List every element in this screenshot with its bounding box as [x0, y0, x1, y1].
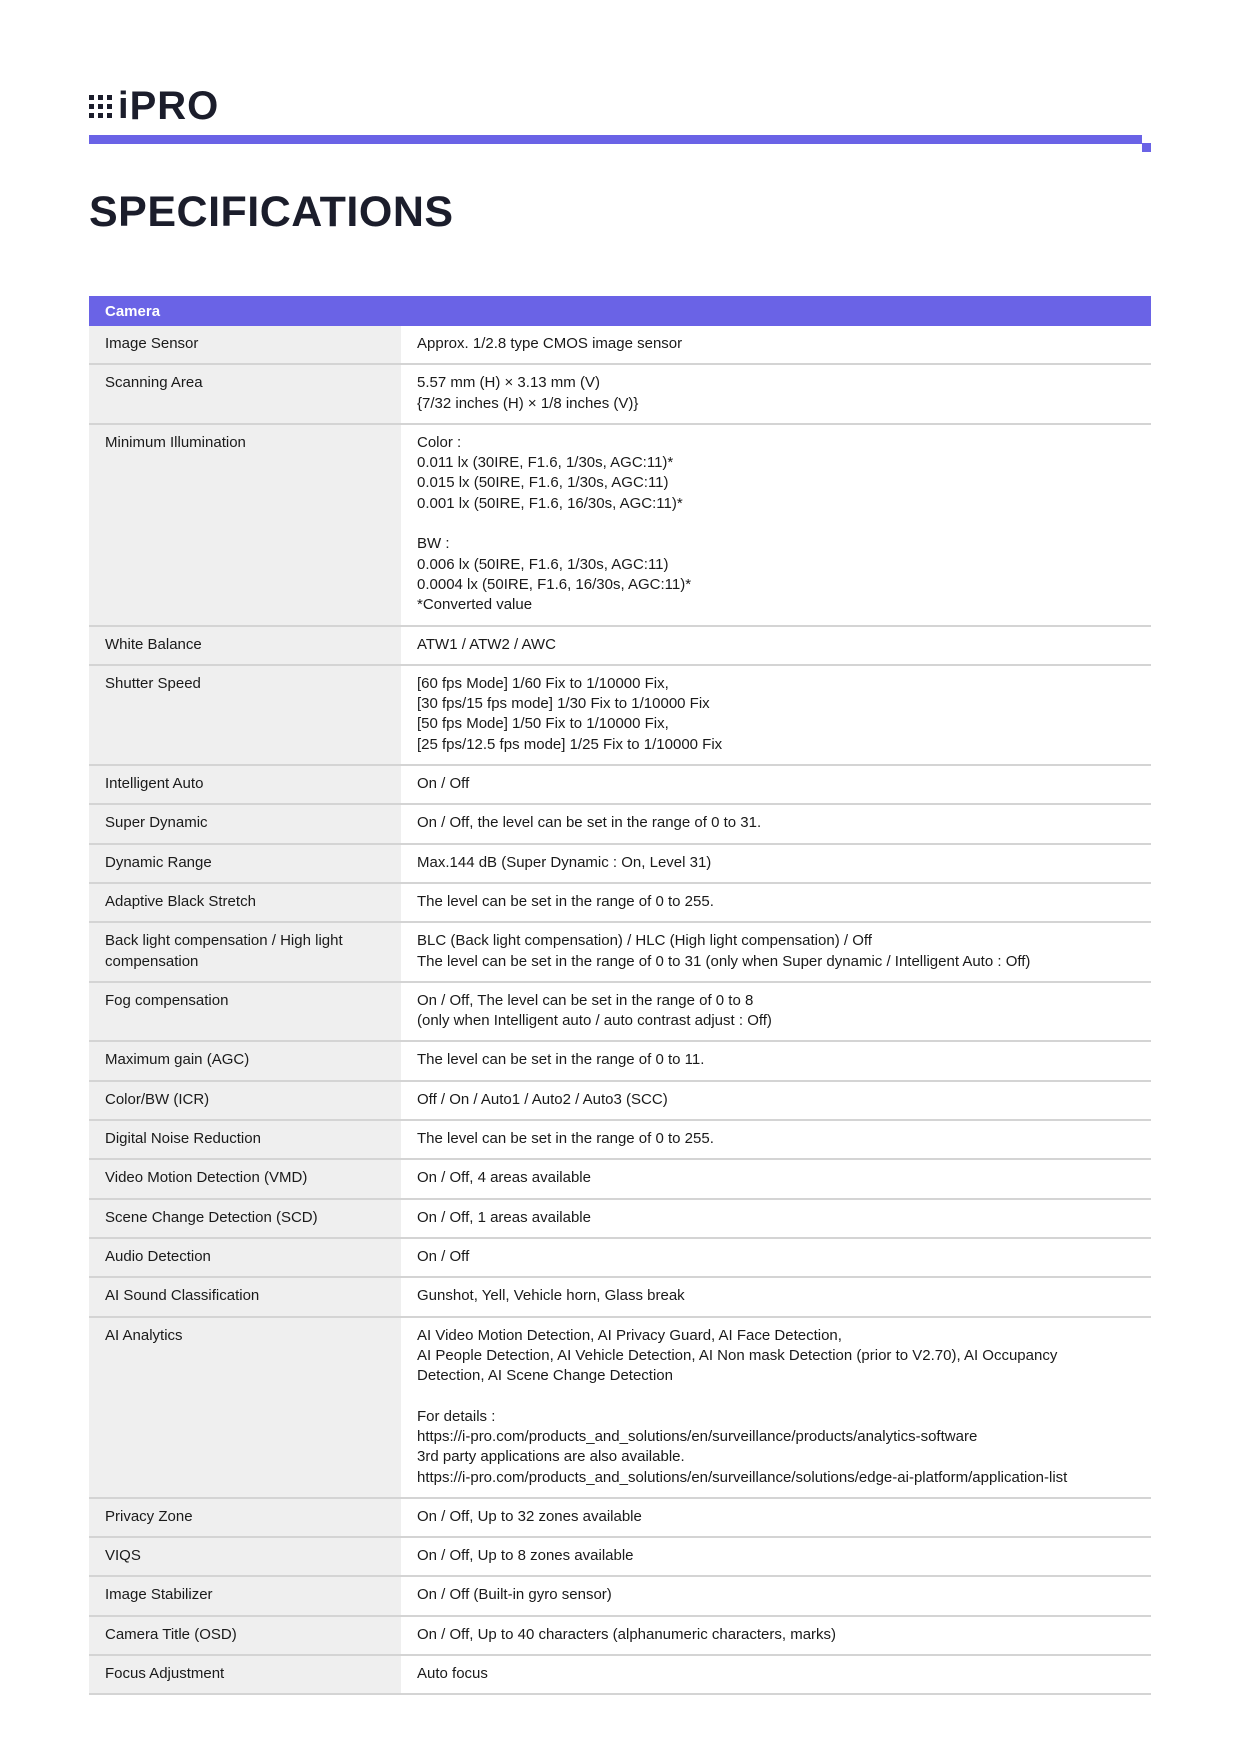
spec-value-line: Detection, AI Scene Change Detection — [417, 1367, 673, 1385]
spec-value-line: For details : — [417, 1407, 496, 1425]
section-header-row — [89, 296, 1151, 326]
spec-label: AI Analytics — [89, 1317, 401, 1498]
spec-label: Minimum Illumination — [89, 424, 401, 626]
spec-value-line: BW : — [417, 535, 450, 553]
spec-label: Back light compensation / High light compensation — [89, 922, 401, 982]
spec-value — [401, 1616, 1151, 1655]
spec-value-line: https://i-pro.com/products_and_solutions/en/surveillance/solutions/edge-ai-platform/application-list — [417, 1468, 1068, 1486]
spec-row — [89, 1277, 1151, 1316]
spec-label: Focus Adjustment — [89, 1655, 401, 1694]
spec-value — [401, 626, 1151, 665]
spec-value-line: 3rd party applications are also available. — [417, 1448, 685, 1466]
spec-value — [401, 922, 1151, 982]
spec-row — [89, 364, 1151, 424]
spec-row — [89, 1041, 1151, 1080]
spec-value-line: [50 fps Mode] 1/50 Fix to 1/10000 Fix, — [417, 715, 669, 733]
spec-value — [401, 1498, 1151, 1537]
spec-label: Scanning Area — [89, 364, 401, 424]
spec-value-line: (only when Intelligent auto / auto contrast adjust : Off) — [417, 1012, 772, 1030]
spec-value — [401, 424, 1151, 626]
spec-value — [401, 1238, 1151, 1277]
spec-value-line: *Converted value — [417, 596, 533, 614]
spec-value-line: The level can be set in the range of 0 to 255. — [417, 892, 714, 910]
spec-row — [89, 982, 1151, 1042]
spec-value — [401, 883, 1151, 922]
spec-value — [401, 1159, 1151, 1198]
spec-row — [89, 1159, 1151, 1198]
spec-label: Intelligent Auto — [89, 765, 401, 804]
spec-label: Camera Title (OSD) — [89, 1616, 401, 1655]
spec-label: White Balance — [89, 626, 401, 665]
spec-value-line — [417, 514, 1135, 534]
header-rule-tab — [1142, 143, 1151, 152]
spec-row — [89, 1120, 1151, 1159]
spec-row — [89, 1081, 1151, 1120]
spec-row — [89, 665, 1151, 765]
spec-value-line — [417, 1386, 1135, 1406]
spec-value — [401, 1576, 1151, 1615]
spec-value-line: 0.006 lx (50IRE, F1.6, 1/30s, AGC:11) — [417, 555, 669, 573]
spec-value-line: On / Off, Up to 32 zones available — [417, 1507, 642, 1525]
spec-value-line: Off / On / Auto1 / Auto2 / Auto3 (SCC) — [417, 1090, 668, 1108]
spec-row — [89, 844, 1151, 883]
spec-value-line: Auto focus — [417, 1665, 488, 1683]
spec-row — [89, 1616, 1151, 1655]
header-rule — [89, 135, 1142, 144]
spec-value — [401, 982, 1151, 1042]
spec-value — [401, 1277, 1151, 1316]
spec-label: Digital Noise Reduction — [89, 1120, 401, 1159]
spec-value-line: Approx. 1/2.8 type CMOS image sensor — [417, 335, 683, 352]
spec-row — [89, 326, 1151, 364]
spec-value — [401, 1537, 1151, 1576]
spec-row — [89, 1199, 1151, 1238]
spec-label: Adaptive Black Stretch — [89, 883, 401, 922]
spec-label: VIQS — [89, 1537, 401, 1576]
spec-label: Privacy Zone — [89, 1498, 401, 1537]
logo-text: PRO — [129, 84, 220, 128]
spec-value — [401, 665, 1151, 765]
ipro-logo — [89, 84, 220, 128]
spec-value-line: On / Off, Up to 8 zones available — [417, 1547, 634, 1565]
spec-value — [401, 844, 1151, 883]
spec-label: Fog compensation — [89, 982, 401, 1042]
spec-value-line: Max.144 dB (Super Dynamic : On, Level 31) — [417, 853, 712, 871]
spec-value — [401, 364, 1151, 424]
spec-value — [401, 1120, 1151, 1159]
spec-row — [89, 1537, 1151, 1576]
spec-label: Dynamic Range — [89, 844, 401, 883]
spec-table — [89, 296, 1151, 1695]
spec-value-line: [25 fps/12.5 fps mode] 1/25 Fix to 1/10000 Fix — [417, 735, 723, 753]
spec-label: Super Dynamic — [89, 804, 401, 843]
spec-value-line: [60 fps Mode] 1/60 Fix to 1/10000 Fix, — [417, 674, 669, 692]
spec-label: Video Motion Detection (VMD) — [89, 1159, 401, 1198]
spec-label: Audio Detection — [89, 1238, 401, 1277]
spec-value-line: {7/32 inches (H) × 1/8 inches (V)} — [417, 394, 639, 412]
spec-value-line: On / Off (Built-in gyro sensor) — [417, 1586, 612, 1604]
spec-row — [89, 1238, 1151, 1277]
page-title: SPECIFICATIONS — [89, 188, 454, 236]
spec-value — [401, 1041, 1151, 1080]
spec-value — [401, 326, 1151, 364]
spec-value-line: 0.0004 lx (50IRE, F1.6, 16/30s, AGC:11)* — [417, 575, 692, 593]
spec-label: AI Sound Classification — [89, 1277, 401, 1316]
spec-value-line: [30 fps/15 fps mode] 1/30 Fix to 1/10000 Fix — [417, 695, 710, 713]
spec-row — [89, 922, 1151, 982]
spec-value-line: AI Video Motion Detection, AI Privacy Guard, AI Face Detection, — [417, 1326, 842, 1344]
spec-value-line: Gunshot, Yell, Vehicle horn, Glass break — [417, 1287, 685, 1305]
spec-value-line: On / Off, the level can be set in the range of 0 to 31. — [417, 814, 762, 832]
spec-value-line: 0.001 lx (50IRE, F1.6, 16/30s, AGC:11)* — [417, 494, 683, 512]
spec-row — [89, 1317, 1151, 1498]
spec-row — [89, 765, 1151, 804]
spec-value-line: 0.015 lx (50IRE, F1.6, 1/30s, AGC:11) — [417, 474, 669, 492]
spec-value-line: On / Off, 4 areas available — [417, 1169, 591, 1187]
spec-value-line: https://i-pro.com/products_and_solutions/en/surveillance/products/analytics-software — [417, 1427, 978, 1445]
section-header: Camera — [89, 296, 1151, 326]
spec-label: Image Stabilizer — [89, 1576, 401, 1615]
spec-value — [401, 1199, 1151, 1238]
spec-label: Scene Change Detection (SCD) — [89, 1199, 401, 1238]
spec-value-line: On / Off — [417, 775, 470, 793]
spec-value-line: On / Off — [417, 1247, 470, 1265]
spec-row — [89, 1576, 1151, 1615]
spec-value-line: On / Off, Up to 40 characters (alphanumeric characters, marks) — [417, 1625, 837, 1643]
spec-label: Shutter Speed — [89, 665, 401, 765]
spec-table-body — [89, 326, 1151, 1694]
spec-label: Image Sensor — [89, 326, 401, 364]
spec-value — [401, 1317, 1151, 1498]
spec-row — [89, 1655, 1151, 1694]
spec-value-line: The level can be set in the range of 0 to 255. — [417, 1130, 714, 1148]
spec-row — [89, 424, 1151, 626]
spec-row — [89, 626, 1151, 665]
spec-value-line: The level can be set in the range of 0 to 11. — [417, 1051, 705, 1069]
spec-value-line: On / Off, The level can be set in the range of 0 to 8 — [417, 991, 754, 1009]
spec-value-line: The level can be set in the range of 0 to 31 (only when Super dynamic / Intelligent Auto : Off) — [417, 952, 1031, 970]
logo-dots-icon — [89, 95, 112, 118]
spec-value — [401, 1081, 1151, 1120]
spec-row — [89, 1498, 1151, 1537]
spec-row — [89, 883, 1151, 922]
spec-value-line: On / Off, 1 areas available — [417, 1208, 591, 1226]
spec-row — [89, 804, 1151, 843]
logo-i: i — [118, 85, 130, 127]
spec-value-line: 0.011 lx (30IRE, F1.6, 1/30s, AGC:11)* — [417, 454, 674, 472]
spec-value — [401, 765, 1151, 804]
spec-value-line: 5.57 mm (H) × 3.13 mm (V) — [417, 374, 600, 392]
spec-label: Color/BW (ICR) — [89, 1081, 401, 1120]
spec-value-line: ATW1 / ATW2 / AWC — [417, 635, 556, 653]
spec-value-line: BLC (Back light compensation) / HLC (High light compensation) / Off — [417, 932, 872, 950]
spec-label: Maximum gain (AGC) — [89, 1041, 401, 1080]
spec-value — [401, 804, 1151, 843]
spec-value-line: Color : — [417, 433, 462, 451]
spec-value-line: AI People Detection, AI Vehicle Detection, AI Non mask Detection (prior to V2.70), AI Occupancy — [417, 1346, 1058, 1364]
spec-value — [401, 1655, 1151, 1694]
